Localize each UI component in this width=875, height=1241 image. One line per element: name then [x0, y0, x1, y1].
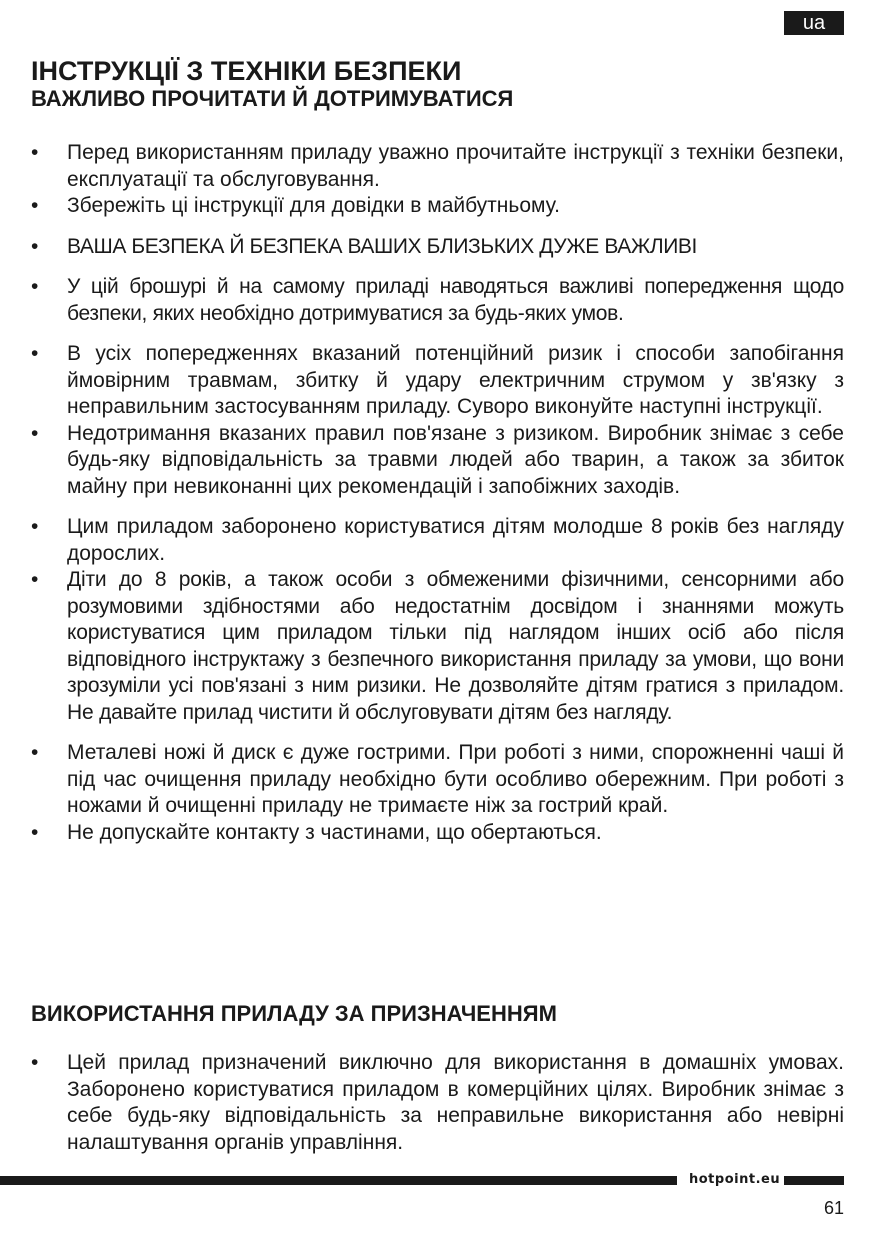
list-item: [31, 514, 844, 567]
list-item-text: У цій брошурі й на самому приладі наводяться важливі попередження щодо безпеки, яких необхідно дотримуватися за будь-яких умов.: [67, 275, 844, 325]
list-item-text: Не допускайте контакту з частинами, що обертаються.: [67, 820, 602, 844]
bullet-icon: •: [31, 1051, 39, 1074]
list-item: [31, 193, 844, 220]
bullet-icon: •: [31, 421, 39, 445]
list-item: [31, 740, 844, 820]
bullet-icon: •: [31, 568, 39, 591]
list-item: [31, 567, 844, 726]
bullet-icon: •: [31, 141, 39, 164]
safety-instructions-list: [31, 140, 844, 846]
language-tag: ua: [784, 11, 844, 35]
bullet-icon: •: [31, 194, 39, 217]
list-item: [31, 140, 844, 193]
bullet-icon: •: [31, 275, 39, 298]
footer-website: hotpoint.eu: [689, 1172, 781, 1187]
bullet-icon: •: [31, 234, 38, 258]
list-item: [31, 274, 844, 327]
page-title: ІНСТРУКЦІЇ З ТЕХНІКИ БЕЗПЕКИ: [31, 56, 462, 86]
bullet-icon: •: [31, 342, 39, 365]
bullet-icon: •: [31, 515, 39, 538]
section-heading: ВИКОРИСТАННЯ ПРИЛАДУ ЗА ПРИЗНАЧЕННЯМ: [31, 1001, 557, 1026]
list-item-text: Збережіть ці інструкції для довідки в майбутньому.: [67, 194, 560, 217]
list-item: [31, 234, 844, 261]
list-item-text: В усіх попередженнях вказаний потенційний ризик і способи запобігання ймовірним травмам, збитку й удару електричним струмом у зв'язку з неправильним застосуванням приладу. Суворо виконуйте наступні інструкції.: [67, 342, 844, 418]
footer-divider: [784, 1176, 844, 1185]
list-item-text: Діти до 8 років, а також особи з обмеженими фізичними, сенсорними або розумовими здібностями або недостатнім досвідом і знаннями можуть користуватися цим приладом тільки під наглядом інших осіб або після відповідного інструктажу з безпечного використання приладу за умови, що вони зрозуміли усі пов'язані з ним ризики. Не дозволяйте дітям гратися з приладом. Не давайте прилад чистити й обслуговувати дітям без нагляду.: [67, 568, 844, 724]
bullet-icon: •: [31, 820, 39, 844]
list-item-text: Цим приладом заборонено користуватися дітям молодше 8 років без нагляду дорослих.: [67, 515, 844, 565]
list-item-text: ВАША БЕЗПЕКА Й БЕЗПЕКА ВАШИХ БЛИЗЬКИХ ДУЖЕ ВАЖЛИВІ: [67, 234, 697, 258]
page-subtitle: ВАЖЛИВО ПРОЧИТАТИ Й ДОТРИМУВАТИСЯ: [31, 86, 514, 111]
usage-instructions-list: [31, 1050, 844, 1156]
list-item-text: Перед використанням приладу уважно прочитайте інструкції з техніки безпеки, експлуатації та обслуговування.: [67, 141, 844, 191]
list-item: [31, 820, 844, 847]
list-item-text: Металеві ножі й диск є дуже гострими. При роботі з ними, спорожненні чаші й під час очищення приладу необхідно бути особливо обережним. При роботі з ножами й очищенні приладу не тримаєте ніж за гострий край.: [67, 741, 844, 817]
page-number: 61: [824, 1198, 845, 1218]
list-item-text: Цей прилад призначений виключно для використання в домашніх умовах. Заборонено користуватися приладом в комерційних цілях. Виробник знімає з себе будь-яку відповідальність за неправильне використання або невірні налаштування органів управління.: [67, 1051, 844, 1154]
list-item-text: Недотримання вказаних правил пов'язане з ризиком. Виробник знімає з себе будь-яку відповідальність за травми людей або тварин, а також за збиток майну при невиконанні цих рекомендацій і запобіжних заходів.: [67, 421, 844, 498]
list-item: [31, 421, 844, 501]
bullet-icon: •: [31, 741, 39, 764]
footer-divider: [0, 1176, 677, 1185]
list-item: [31, 341, 844, 421]
list-item: [31, 1050, 844, 1156]
